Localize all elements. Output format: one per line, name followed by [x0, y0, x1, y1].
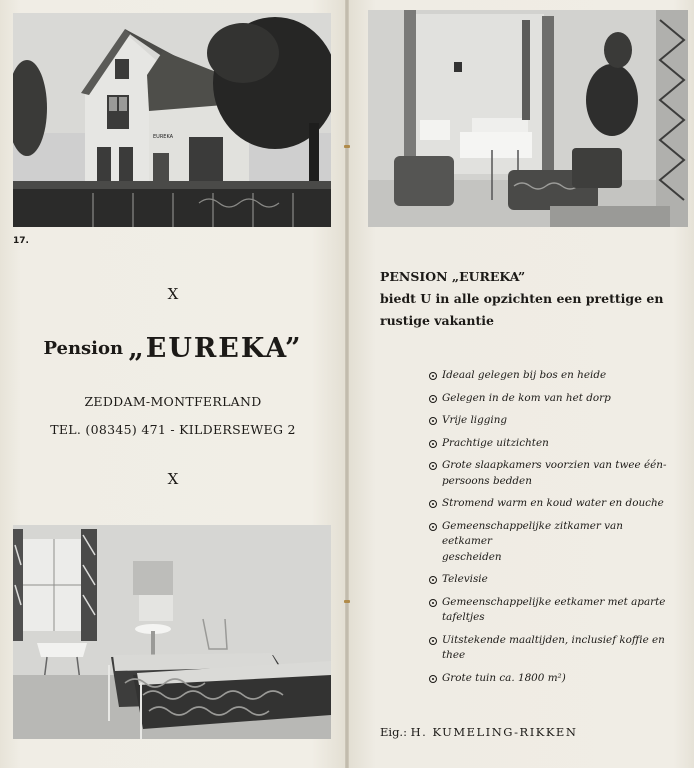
headline: [380, 266, 663, 332]
staple: [344, 600, 350, 603]
staple: [344, 145, 350, 148]
list-item: Grote slaapkamers voorzien van twee één- persoons bedden: [429, 458, 674, 489]
exterior-photo: [13, 13, 331, 227]
list-item: Vrije ligging: [429, 413, 674, 429]
owner-name: H. KUMELING-RIKKEN: [410, 725, 578, 739]
list-item: Stromend warm en koud water en douche: [429, 496, 674, 512]
bullet-icon: [429, 395, 437, 403]
bullet-icon: [429, 417, 437, 425]
location-line: ZEDDAM-MONTFERLAND: [84, 394, 262, 409]
headline-line-1: PENSION „EUREKA”: [380, 269, 526, 284]
list-item: Ideaal gelegen bij bos en heide: [429, 368, 674, 384]
bedroom-photo: [13, 525, 331, 739]
bullet-icon: [429, 675, 437, 683]
headline-line-2: biedt U in alle opzichten een prettige en: [380, 291, 664, 306]
bullet-icon: [429, 462, 437, 470]
bullet-icon: [429, 599, 437, 607]
title-prefix: Pension: [43, 338, 124, 359]
list-item: Gemeenschappelijke eetkamer met aparte tafeltjes: [429, 595, 674, 626]
list-item: Grote tuin ca. 1800 m²): [429, 671, 674, 687]
pension-title: [0, 333, 346, 364]
list-item: Gelegen in de kom van het dorp: [429, 391, 674, 407]
contact-line: TEL. (08345) 471 - KILDERSEWEG 2: [50, 422, 296, 437]
list-item: Televisie: [429, 572, 674, 588]
list-item: Prachtige uitzichten: [429, 436, 674, 452]
bullet-icon: [429, 523, 437, 531]
title-name: „EUREKA”: [128, 333, 303, 364]
bullet-icon: [429, 440, 437, 448]
owner-prefix: Eig.:: [380, 725, 407, 739]
bottom-ornament: X: [167, 470, 179, 488]
list-item: Gemeenschappelijke zitkamer van eetkamer gescheiden: [429, 519, 674, 566]
headline-line-3: rustige vakantie: [380, 313, 494, 328]
booklet-fold: [345, 0, 349, 768]
bullet-icon: [429, 576, 437, 584]
interior-photo: [368, 10, 688, 227]
exterior-sign: EUREKA: [153, 134, 174, 140]
page-number: 17.: [13, 236, 29, 246]
bullet-icon: [429, 372, 437, 380]
owner-line: [380, 725, 577, 739]
feature-list: [429, 368, 674, 686]
list-item: Uitstekende maaltijden, inclusief koffie en thee: [429, 633, 674, 664]
bullet-icon: [429, 637, 437, 645]
top-ornament: X: [167, 285, 179, 303]
bullet-icon: [429, 500, 437, 508]
